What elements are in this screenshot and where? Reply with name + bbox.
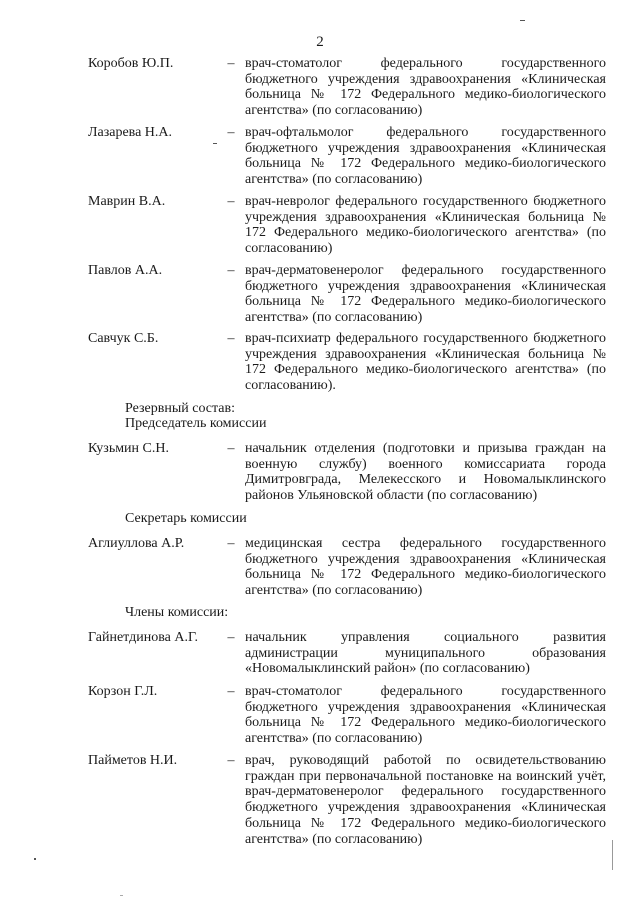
scan-speck — [34, 858, 36, 860]
member-description: врач-психиатр федерального государственного бюджетного учреждения здравоохранения «Клиническая больница № 172 Федерального медико-биологического агентства» (по согласованию). — [245, 331, 606, 394]
member-name: Аглиуллова А.Р. — [88, 536, 185, 551]
member-description: врач-стоматолог федерального государственного бюджетного учреждения здравоохранения «Клиническая больница № 172 Федерального медико-биологического агентства» (по согласованию) — [245, 56, 606, 119]
member-description: врач-дерматовенеролог федерального государственного бюджетного учреждения здравоохранения «Клиническая больница № 172 Федерального медико-биологического агентства» (по согласованию) — [245, 263, 606, 326]
member-name: Пайметов Н.И. — [88, 753, 178, 768]
member-name: Коробов Ю.П. — [88, 56, 174, 71]
member-description: врач-стоматолог федерального государственного бюджетного учреждения здравоохранения «Клиническая больница № 172 Федерального медико-биологического агентства» (по согласованию) — [245, 684, 606, 747]
scan-speck — [612, 840, 613, 870]
page-number: 2 — [316, 34, 324, 50]
scan-speck — [120, 895, 123, 896]
member-name: Кузьмин С.Н. — [88, 441, 169, 456]
members-heading: Члены комиссии: — [125, 605, 229, 620]
member-name: Гайнетдинова А.Г. — [88, 630, 198, 645]
member-description: врач-офтальмолог федерального государственного бюджетного учреждения здравоохранения «Клиническая больница № 172 Федерального медико-биологического агентства» (по согласованию) — [245, 125, 606, 188]
member-description: врач, руководящий работой по освидетельствованию граждан при первоначальной постановке на воинский учёт, врач-дерматовенеролог федерального государственного бюджетного учреждения здравоохранения «Клиническая больница № 172 Федерального медико-биологического агентства» (по согласованию) — [245, 753, 606, 847]
member-dash: – — [227, 331, 235, 346]
member-name: Маврин В.А. — [88, 194, 166, 209]
member-dash: – — [227, 441, 235, 456]
member-dash: – — [227, 630, 235, 645]
scan-speck — [213, 143, 217, 144]
member-dash: – — [227, 263, 235, 278]
reserve-heading: Резервный состав: — [125, 401, 236, 416]
secretary-heading: Секретарь комиссии — [125, 511, 247, 526]
member-description: врач-невролог федерального государственного бюджетного учреждения здравоохранения «Клиническая больница № 172 Федерального медико-биологического агентства» (по согласованию) — [245, 194, 606, 257]
member-name: Савчук С.Б. — [88, 331, 159, 346]
member-dash: – — [227, 56, 235, 71]
member-description: начальник отделения (подготовки и призыва граждан на военную службу) военного комиссариата города Димитровграда, Мелекесского и Новомалыклинского районов Ульяновской области (по согласованию) — [245, 441, 606, 504]
member-dash: – — [227, 684, 235, 699]
member-description: начальник управления социального развития администрации муниципального образования «Новомалыклинский район» (по согласованию) — [245, 630, 606, 677]
member-dash: – — [227, 753, 235, 768]
scan-speck — [520, 20, 525, 21]
member-dash: – — [227, 194, 235, 209]
member-name: Павлов А.А. — [88, 263, 163, 278]
member-dash: – — [227, 125, 235, 140]
member-name: Корзон Г.Л. — [88, 684, 158, 699]
member-dash: – — [227, 536, 235, 551]
chair-heading: Председатель комиссии — [125, 416, 267, 431]
member-name: Лазарева Н.А. — [88, 125, 173, 140]
member-description: медицинская сестра федерального государственного бюджетного учреждения здравоохранения «Клиническая больница № 172 Федерального медико-биологического агентства» (по согласованию) — [245, 536, 606, 599]
